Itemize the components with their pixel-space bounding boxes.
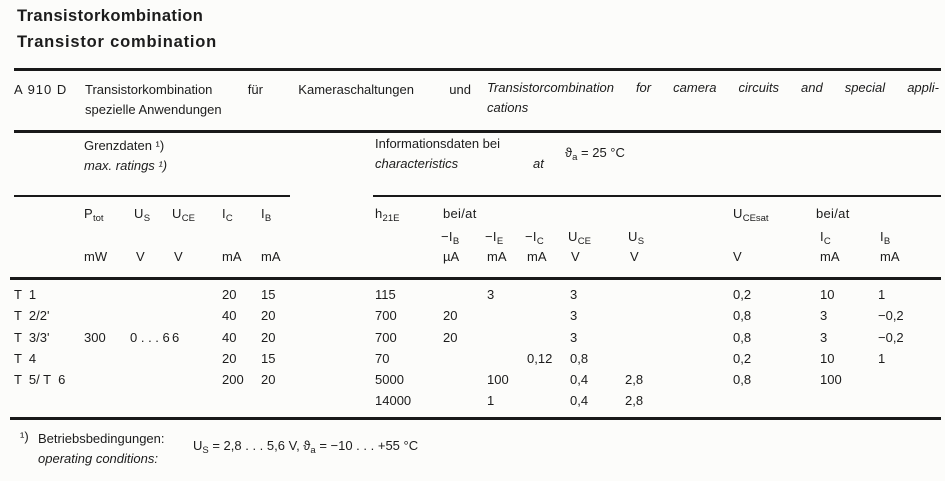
- table-cell: 2,8: [625, 372, 644, 388]
- table-cell: [172, 284, 222, 305]
- row-label: T 1: [14, 287, 37, 302]
- table-cell: 1: [487, 393, 495, 409]
- col-header-ib2: $I_B$: [880, 229, 891, 247]
- characteristics-section-label-de: Informationsdaten bei: [375, 136, 501, 151]
- table-cell: 20: [222, 350, 237, 366]
- table-cell: 200: [222, 372, 244, 388]
- unit-v: V: [630, 249, 639, 264]
- table-cell: [443, 390, 487, 411]
- table-cell: 0,8: [733, 329, 752, 345]
- table-cell: 0,8: [570, 350, 589, 366]
- table-cell: 20: [261, 329, 276, 345]
- operating-conditions-value: $U_S = 2,8$ . . . 5,6 V, $ϑ_a = -10$ . . . +55 °C: [193, 438, 419, 456]
- table-cell: 3: [820, 329, 828, 345]
- product-description-de: [85, 80, 471, 120]
- horizontal-rule: [10, 417, 941, 420]
- table-cell: −0,2: [878, 308, 904, 324]
- col-header-ucesat: $U_{CEsat}$: [733, 206, 769, 224]
- table-cell: 0 . . . 6: [130, 329, 170, 345]
- table-cell: 700: [375, 329, 397, 345]
- ambient-temperature-condition: $ϑ_a = 25$ °C: [565, 145, 625, 163]
- footnote-label-en: operating conditions:: [38, 451, 158, 466]
- table-cell: [487, 305, 527, 326]
- table-cell: 700: [375, 308, 397, 324]
- unit-ua: µA: [443, 249, 460, 264]
- unit-ma: mA: [527, 249, 547, 264]
- col-header-us: $U_S$: [134, 206, 151, 224]
- table-cell: 15: [261, 287, 276, 302]
- unit-v: V: [174, 249, 183, 264]
- description-de-line1: Transistorkombination für Kameraschaltungen und: [85, 82, 471, 97]
- horizontal-rule: [10, 277, 941, 280]
- footnote-marker: ¹): [20, 429, 29, 444]
- table-cell: 70: [375, 350, 390, 366]
- unit-ma: mA: [880, 249, 900, 264]
- unit-ma: mA: [261, 249, 281, 264]
- col-header-ic2: $I_C$: [820, 229, 831, 247]
- table-cell: 2,8: [625, 393, 644, 409]
- table-cell: 20: [443, 329, 458, 345]
- table-cell: 40: [222, 308, 237, 324]
- table-cell: 100: [820, 372, 842, 388]
- table-cell: [625, 305, 733, 326]
- table-cell: [527, 284, 570, 305]
- table-cell: 15: [261, 350, 276, 366]
- table-cell: [878, 390, 931, 411]
- table-cell: 20: [261, 308, 276, 324]
- table-cell: 0,2: [733, 350, 752, 366]
- table-cell: [172, 348, 222, 369]
- col-header-h21e: $h_{21E}$: [375, 206, 400, 224]
- table-cell: 0,8: [733, 308, 752, 324]
- table-cell: 0,12: [527, 350, 553, 366]
- table-cell: 6: [172, 329, 180, 345]
- table-cell: 3: [570, 308, 578, 324]
- table-cell: [84, 305, 130, 326]
- table-cell: [527, 327, 570, 348]
- limits-section-label-en: max. ratings ¹): [84, 158, 168, 173]
- table-cell: [172, 390, 222, 411]
- table-cell: [733, 390, 820, 411]
- table-cell: 115: [375, 287, 396, 302]
- table-cell: [878, 369, 931, 390]
- table-cell: 1: [878, 287, 886, 302]
- table-cell: [261, 390, 375, 411]
- col-header-ic: $I_C$: [222, 206, 233, 224]
- table-cell: [84, 390, 130, 411]
- unit-v: V: [571, 249, 580, 264]
- horizontal-rule: [14, 195, 290, 197]
- col-header-us2: $U_S$: [628, 229, 645, 247]
- table-cell: [487, 327, 527, 348]
- page-title-en: Transistor combination: [17, 33, 218, 51]
- table-cell: [625, 284, 733, 305]
- table-cell: [172, 369, 222, 390]
- table-cell: [443, 284, 487, 305]
- table-cell: [84, 348, 130, 369]
- table-cell: [625, 348, 733, 369]
- col-header-neg-ic: $-I_C$: [525, 229, 544, 247]
- table-cell: 40: [222, 329, 237, 345]
- page-title-de: Transistorkombination: [17, 7, 204, 25]
- table-cell: 3: [570, 287, 578, 302]
- table-cell: 300: [84, 329, 106, 345]
- col-header-uce: $U_{CE}$: [172, 206, 195, 224]
- table-cell: 20: [261, 372, 276, 388]
- table-cell: [527, 305, 570, 326]
- table-cell: 5000: [375, 372, 404, 388]
- col-header-ib: $I_B$: [261, 206, 272, 224]
- table-cell: 0,4: [570, 372, 589, 388]
- table-cell: [625, 327, 733, 348]
- table-cell: [130, 369, 172, 390]
- product-description-en: [487, 78, 939, 118]
- table-cell: [84, 284, 130, 305]
- table-cell: 10: [820, 287, 835, 302]
- type-code: A 910 D: [14, 82, 68, 97]
- row-label: T 5/ T 6: [14, 372, 66, 388]
- unit-ma: mA: [222, 249, 242, 264]
- footnote-label-de: Betriebsbedingungen:: [38, 431, 165, 446]
- horizontal-rule: [14, 68, 941, 71]
- col-header-uce2: $U_{CE}$: [568, 229, 591, 247]
- col-header-bei-at: bei/at: [816, 206, 850, 221]
- col-header-ptot: $P_{tot}$: [84, 206, 104, 224]
- unit-ma: mA: [487, 249, 507, 264]
- table-cell: 0,8: [733, 372, 752, 388]
- table-cell: 3: [820, 308, 828, 324]
- table-cell: [527, 369, 570, 390]
- limits-section-label-de: Grenzdaten ¹): [84, 138, 165, 153]
- characteristics-at-word: at: [533, 156, 544, 171]
- description-de-line2: spezielle Anwendungen: [85, 102, 222, 117]
- unit-v: V: [733, 249, 742, 264]
- table-cell: 3: [570, 329, 578, 345]
- table-cell: [130, 348, 172, 369]
- unit-v: V: [136, 249, 145, 264]
- table-cell: 3: [487, 287, 495, 302]
- horizontal-rule: [373, 195, 941, 197]
- col-header-neg-ie: $-I_E$: [485, 229, 504, 247]
- description-en-line1: Transistorcombination for camera circuits and special appli-: [487, 80, 939, 95]
- table-cell: [130, 390, 172, 411]
- row-label: T 4: [14, 350, 37, 366]
- table-cell: 0,4: [570, 393, 589, 409]
- table-cell: 14000: [375, 393, 412, 409]
- table-cell: [172, 305, 222, 326]
- table-cell: [84, 369, 130, 390]
- table-cell: [820, 390, 878, 411]
- table-cell: 20: [222, 287, 237, 302]
- table-cell: 1: [878, 350, 886, 366]
- horizontal-rule: [14, 130, 941, 133]
- row-label: T 2/2': [14, 308, 50, 324]
- unit-ma: mA: [820, 249, 840, 264]
- table-cell: [130, 284, 172, 305]
- characteristics-section-label-en: characteristics: [375, 156, 459, 171]
- table-cell: 0,2: [733, 287, 752, 302]
- table-cell: [443, 348, 487, 369]
- description-en-line2: cations: [487, 100, 529, 115]
- col-header-neg-ib: $-I_B$: [441, 229, 460, 247]
- table-cell: [443, 369, 487, 390]
- data-table: [14, 284, 931, 412]
- row-label: T 3/3': [14, 329, 50, 345]
- table-cell: 100: [487, 372, 509, 388]
- table-cell: 10: [820, 350, 835, 366]
- table-cell: −0,2: [878, 329, 904, 345]
- table-cell: [222, 390, 261, 411]
- table-cell: [130, 305, 172, 326]
- unit-mw: mW: [84, 249, 108, 264]
- col-header-bei-at: bei/at: [443, 206, 477, 221]
- table-cell: 20: [443, 308, 458, 324]
- table-cell: [527, 390, 570, 411]
- table-cell: [487, 348, 527, 369]
- row-label: [14, 390, 84, 411]
